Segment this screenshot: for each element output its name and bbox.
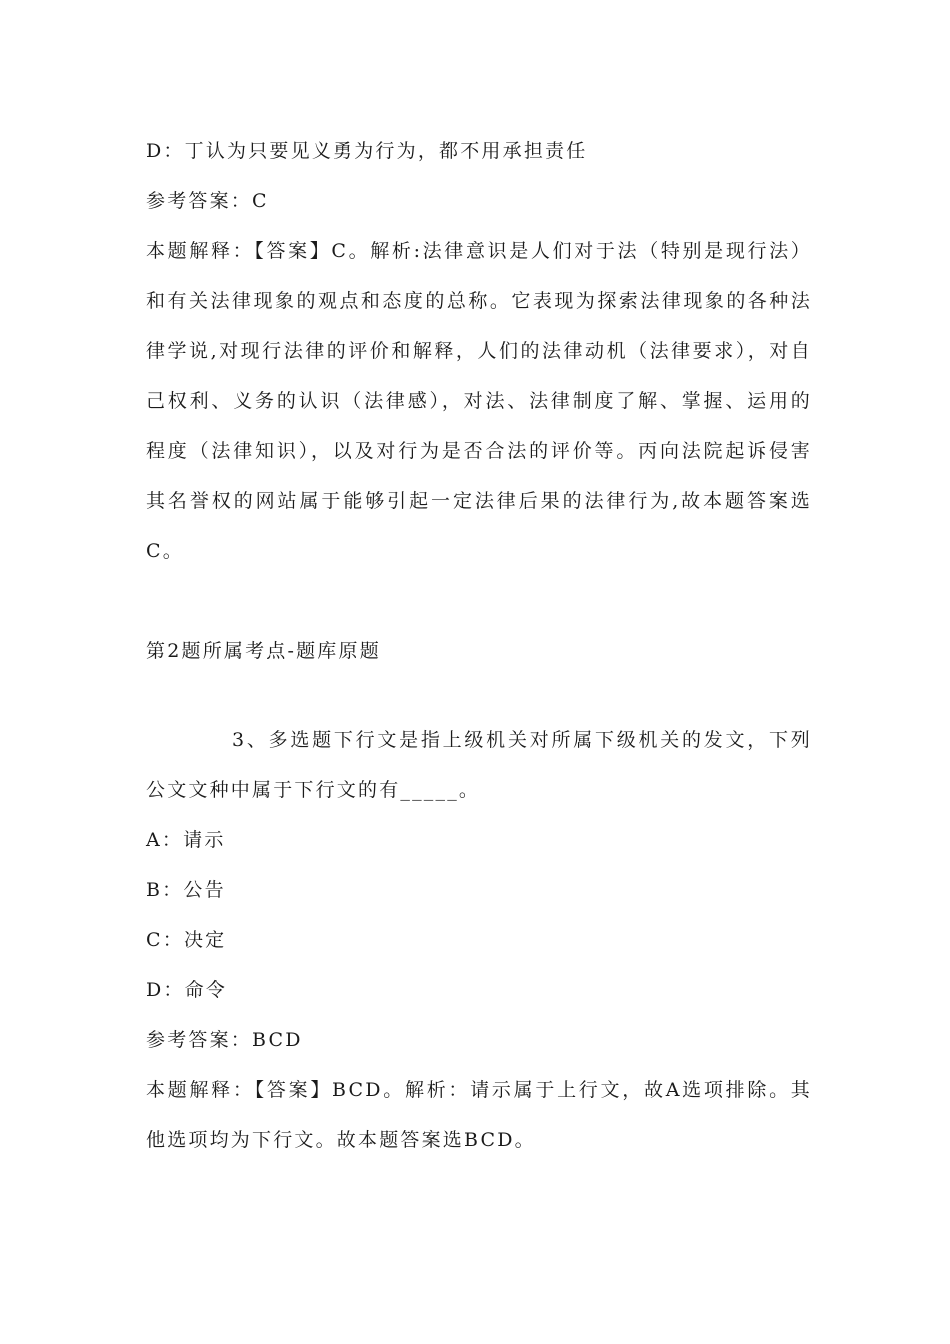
q3-answer: 参考答案：BCD [146,1029,303,1051]
spacer [146,676,812,715]
q2-explanation: 本题解释：【答案】C。解析:法律意识是人们对于法（特别是现行法）和有关法律现象的观点和态度的总称。它表现为探索法律现象的各种法律学说,对现行法律的评价和解释，人们的法律动机（法律要求），对自己权利、义务的认识（法律感），对法、法律制度了解、掌握、运用的程度（法律知识），以及对行为是否合法的评价等。丙向法院起诉侵害其名誉权的网站属于能够引起一定法律后果的法律行为,故本题答案选C。 [146,240,812,562]
q3-explanation: 本题解释：【答案】BCD。解析：请示属于上行文，故A选项排除。其他选项均为下行文。故本题答案选BCD。 [146,1079,812,1151]
q3-question: 3、多选题下行文是指上级机关对所属下级机关的发文，下列公文文种中属于下行文的有_____。 [146,729,812,801]
page-content [146,126,812,1165]
q3-option-c: C：决定 [146,929,227,951]
q3-option-a: A：请示 [146,829,226,851]
q2-topic: 第2题所属考点-题库原题 [146,640,381,662]
q2-option-d: D：丁认为只要见义勇为行为，都不用承担责任 [146,140,588,162]
q2-answer: 参考答案：C [146,190,269,212]
q3-option-d: D：命令 [146,979,228,1001]
q3-option-b: B：公告 [146,879,226,901]
spacer [146,576,812,626]
